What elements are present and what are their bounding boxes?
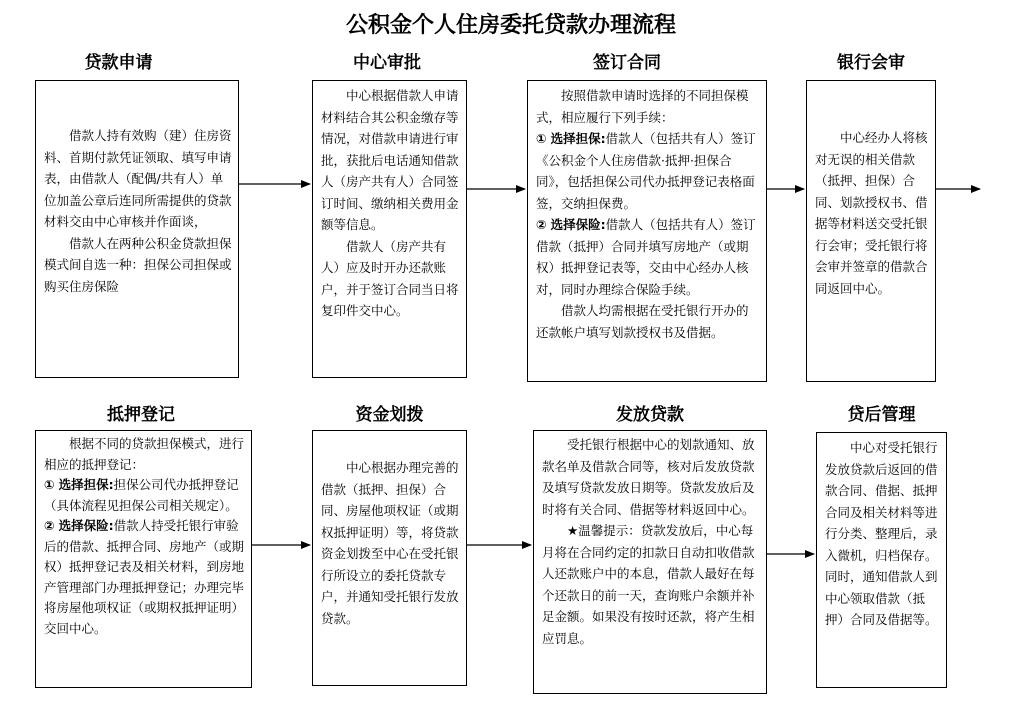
step-text: 受托银行根据中心的划款通知、放款名单及借款合同等，核对后发放贷款及填写贷款发放日期等。贷款发放后及时将有关合同、借据等材料返回中心。 bbox=[542, 437, 755, 517]
option-marker: ② bbox=[44, 518, 55, 533]
step-heading-center-approval: 中心审批 bbox=[353, 53, 421, 73]
step-intro: 根据不同的贷款担保模式，进行相应的抵押登记： bbox=[44, 436, 245, 472]
step-heading-sign-contract: 签订合同 bbox=[593, 53, 661, 73]
page-title: 公积金个人住房委托贷款办理流程 bbox=[345, 12, 676, 38]
step-text: 中心对受托银行发放贷款后返回的借款合同、借据、抵押合同及相关材料等进行分类、整理后，录入微机，归档保存。同时，通知借款人到中心领取借款（抵押）合同及借据等。 bbox=[825, 440, 938, 627]
step-heading-post-loan-management: 贷后管理 bbox=[847, 405, 916, 425]
option-label: 选择保险: bbox=[550, 217, 606, 232]
step-intro: 按照借款申请时选择的不同担保模式，相应履行下列手续： bbox=[536, 88, 749, 125]
step-text: 中心根据借款人申请材料结合其公积金缴存等情况，对借款申请进行审批，获批后电话通知借款人（房产共有人）合同签订时间、缴纳相关费用金额等信息。 bbox=[321, 88, 459, 232]
step-heading-loan-application: 贷款申请 bbox=[84, 53, 153, 73]
step-text: 借款人在两种公积金贷款担保模式间自选一种：担保公司担保或购买住房保险 bbox=[44, 235, 232, 294]
option-label: 选择担保: bbox=[58, 477, 114, 492]
step-text: 借款人（房产共有人）应及时开办还款账户，并于签订合同当日将复印件交中心。 bbox=[321, 238, 459, 318]
step-text: 借款人持有效购（建）住房资料、首期付款凭证领取、填写申请表，由借款人（配偶/共有人）单位加盖公章后连同所需提供的贷款材料交由中心审核并作面谈， bbox=[44, 128, 232, 229]
step-text: 中心根据办理完善的借款（抵押、担保）合同、房屋他项权证（或期权抵押证明）等，将贷款资金划拨至中心在受托银行所设立的委托贷款专户，并通知受托银行发放贷款。 bbox=[321, 460, 459, 626]
step-heading-fund-transfer: 资金划拨 bbox=[355, 405, 424, 425]
option-marker: ② bbox=[536, 217, 547, 232]
option-text: 借款人（包括共有人）签订借款（抵押）合同并填写房地产（或期权）抵押登记表等，交由中心经办人核对，同时办理综合保险手续。 bbox=[536, 217, 756, 297]
option-marker: ① bbox=[44, 477, 55, 492]
option-label: 选择保险: bbox=[58, 518, 114, 533]
step-heading-bank-review: 银行会审 bbox=[837, 53, 905, 73]
option-text: 担保公司代办抵押登记（具体流程见担保公司相关规定）。 bbox=[44, 477, 239, 513]
step-text: 中心经办人将核对无误的相关借款（抵押、担保）合同、划款授权书、借据等材料送交受托银行会审；受托银行将会审并签章的借款合同返回中心。 bbox=[815, 130, 928, 296]
step-heading-mortgage-registration: 抵押登记 bbox=[107, 405, 175, 425]
step-text-tip: ★温馨提示：贷款发放后，中心每月将在合同约定的扣款日自动扣收借款人还款账户中的本息，借款人最好在每个还款日的前一天，查询账户余额并补足金额。如果没有按时还款，将产生相应罚息。 bbox=[542, 523, 755, 646]
option-label: 选择担保: bbox=[550, 131, 606, 146]
option-marker: ① bbox=[536, 131, 547, 146]
step-heading-loan-disbursement: 发放贷款 bbox=[616, 405, 684, 425]
option-text: 借款人（包括共有人）签订《公积金个人住房借款·抵押·担保合同》，包括担保公司代办抵押登记表格面签，交纳担保费。 bbox=[536, 131, 756, 211]
option-text: 借款人持受托银行审验后的借款、抵押合同、房地产（或期权）抵押登记表及相关材料，到房地产管理部门办理抵押登记；办理完毕将房屋他项权证（或期权抵押证明）交回中心。 bbox=[44, 518, 245, 636]
step-tail: 借款人均需根据在受托银行开办的还款帐户填写划款授权书及借据。 bbox=[536, 303, 749, 340]
